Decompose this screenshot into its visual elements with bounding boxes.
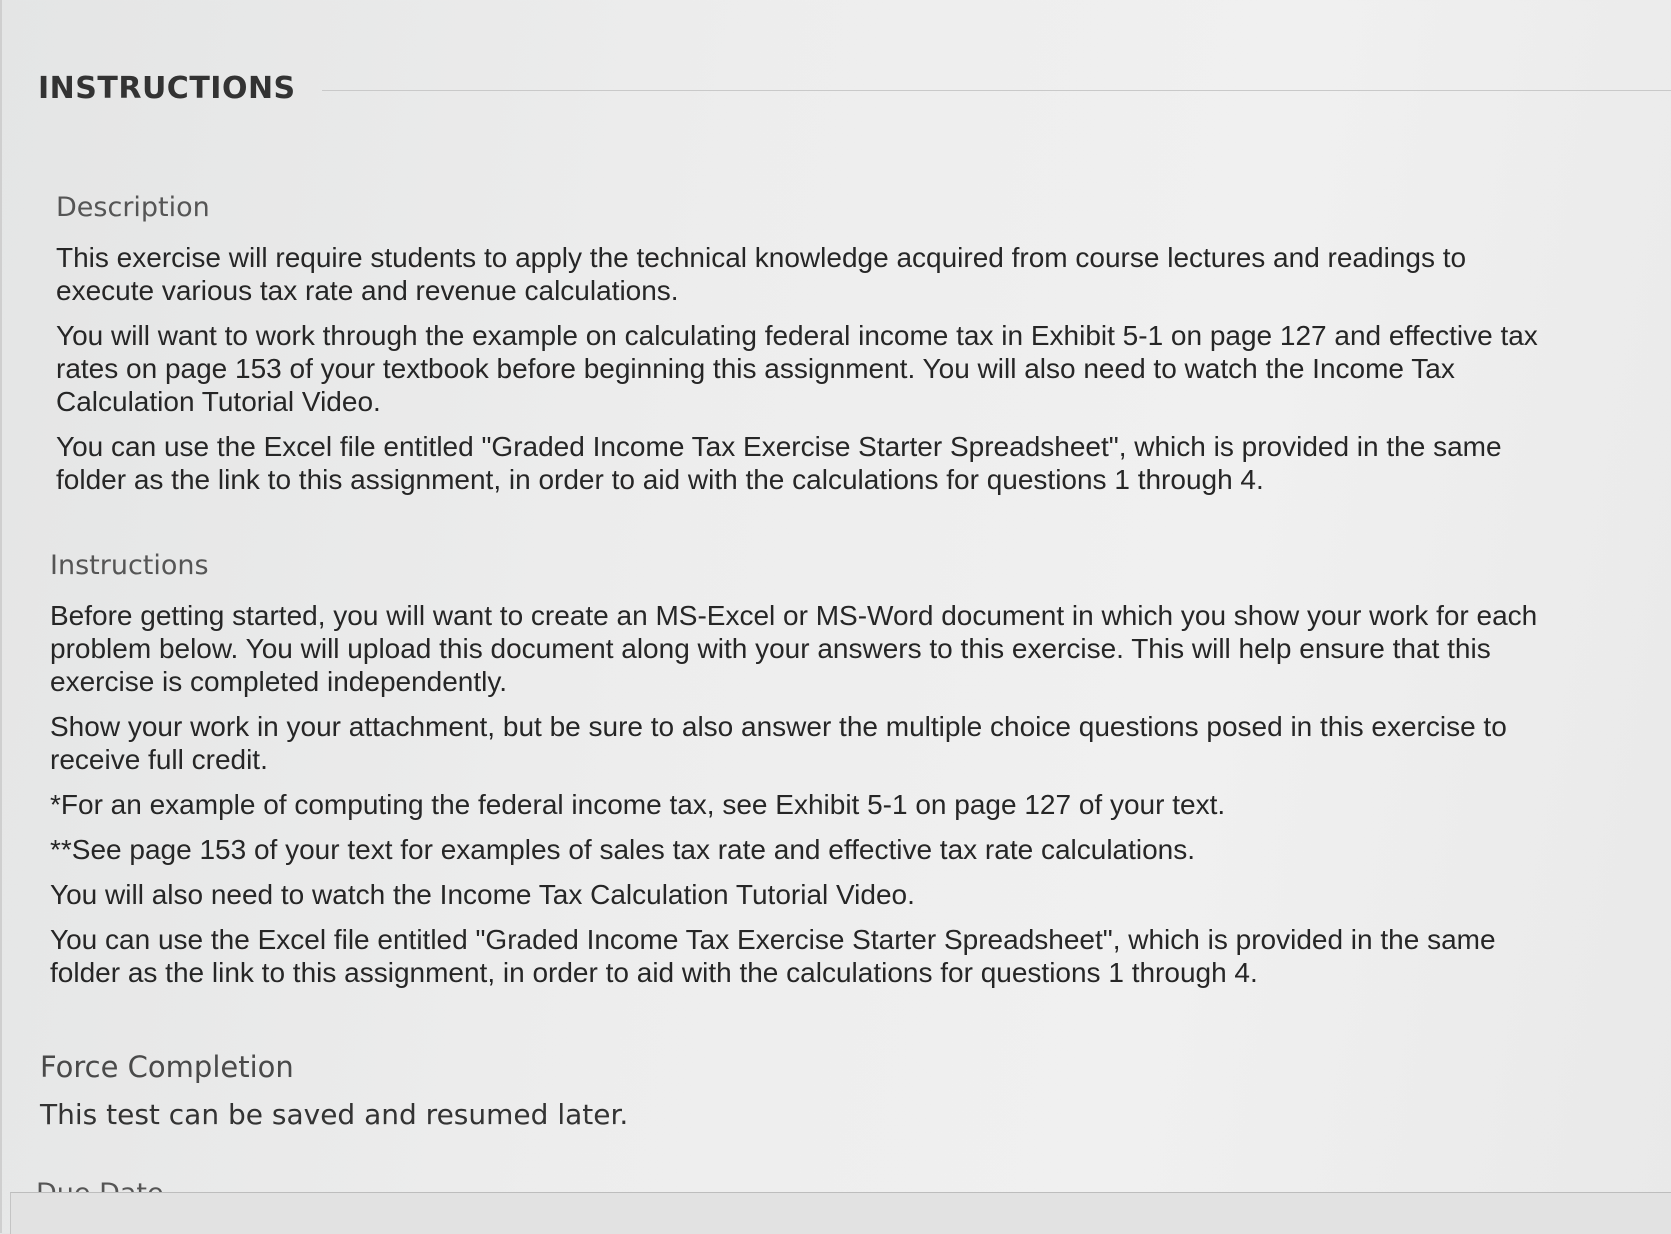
instructions-paragraph-3: *For an example of computing the federal income tax, see Exhibit 5-1 on page 127 of your text.	[50, 789, 1226, 820]
description-paragraph-1: This exercise will require students to apply the technical knowledge acquired from course lectures and readings to execute various tax rate and revenue calculations.	[56, 242, 1467, 306]
force-completion-section	[40, 1050, 1440, 1143]
description-paragraph-3: You can use the Excel file entitled "Graded Income Tax Exercise Starter Spreadsheet", which is provided in the same folder as the link to this assignment, in order to aid with the calculations for questions 1 through 4.	[56, 431, 1502, 495]
instructions-section	[50, 550, 1560, 1001]
force-completion-heading: Force Completion	[40, 1050, 294, 1084]
force-completion-text: This test can be saved and resumed later.	[40, 1098, 629, 1131]
instructions-paragraph-2: Show your work in your attachment, but be sure to also answer the multiple choice questions posed in this exercise to receive full credit.	[50, 711, 1507, 775]
description-section	[56, 192, 1546, 508]
instructions-paragraph-6: You can use the Excel file entitled "Graded Income Tax Exercise Starter Spreadsheet", which is provided in the same folder as the link to this assignment, in order to aid with the calculations for questions 1 through 4.	[50, 924, 1496, 988]
instructions-paragraph-1: Before getting started, you will want to create an MS-Excel or MS-Word document in which you show your work for each problem below. You will upload this document along with your answers to this exercise. This will help ensure that this exercise is completed independently.	[50, 600, 1538, 697]
page-title: INSTRUCTIONS	[38, 70, 296, 106]
page-header	[38, 68, 1671, 108]
instructions-paragraph-4: **See page 153 of your text for examples of sales tax rate and effective tax rate calculations.	[50, 834, 1196, 865]
due-date-panel	[10, 1192, 1671, 1234]
instructions-heading: Instructions	[50, 550, 209, 581]
left-edge-border	[0, 0, 2, 1233]
instructions-paragraph-5: You will also need to watch the Income Tax Calculation Tutorial Video.	[50, 879, 915, 910]
title-divider	[322, 90, 1671, 91]
description-paragraph-2: You will want to work through the example on calculating federal income tax in Exhibit 5-1 on page 127 and effective tax rates on page 153 of your textbook before beginning this assignment. You will also need to watch the Income Tax Calculation Tutorial Video.	[56, 320, 1538, 417]
description-heading: Description	[56, 192, 210, 223]
